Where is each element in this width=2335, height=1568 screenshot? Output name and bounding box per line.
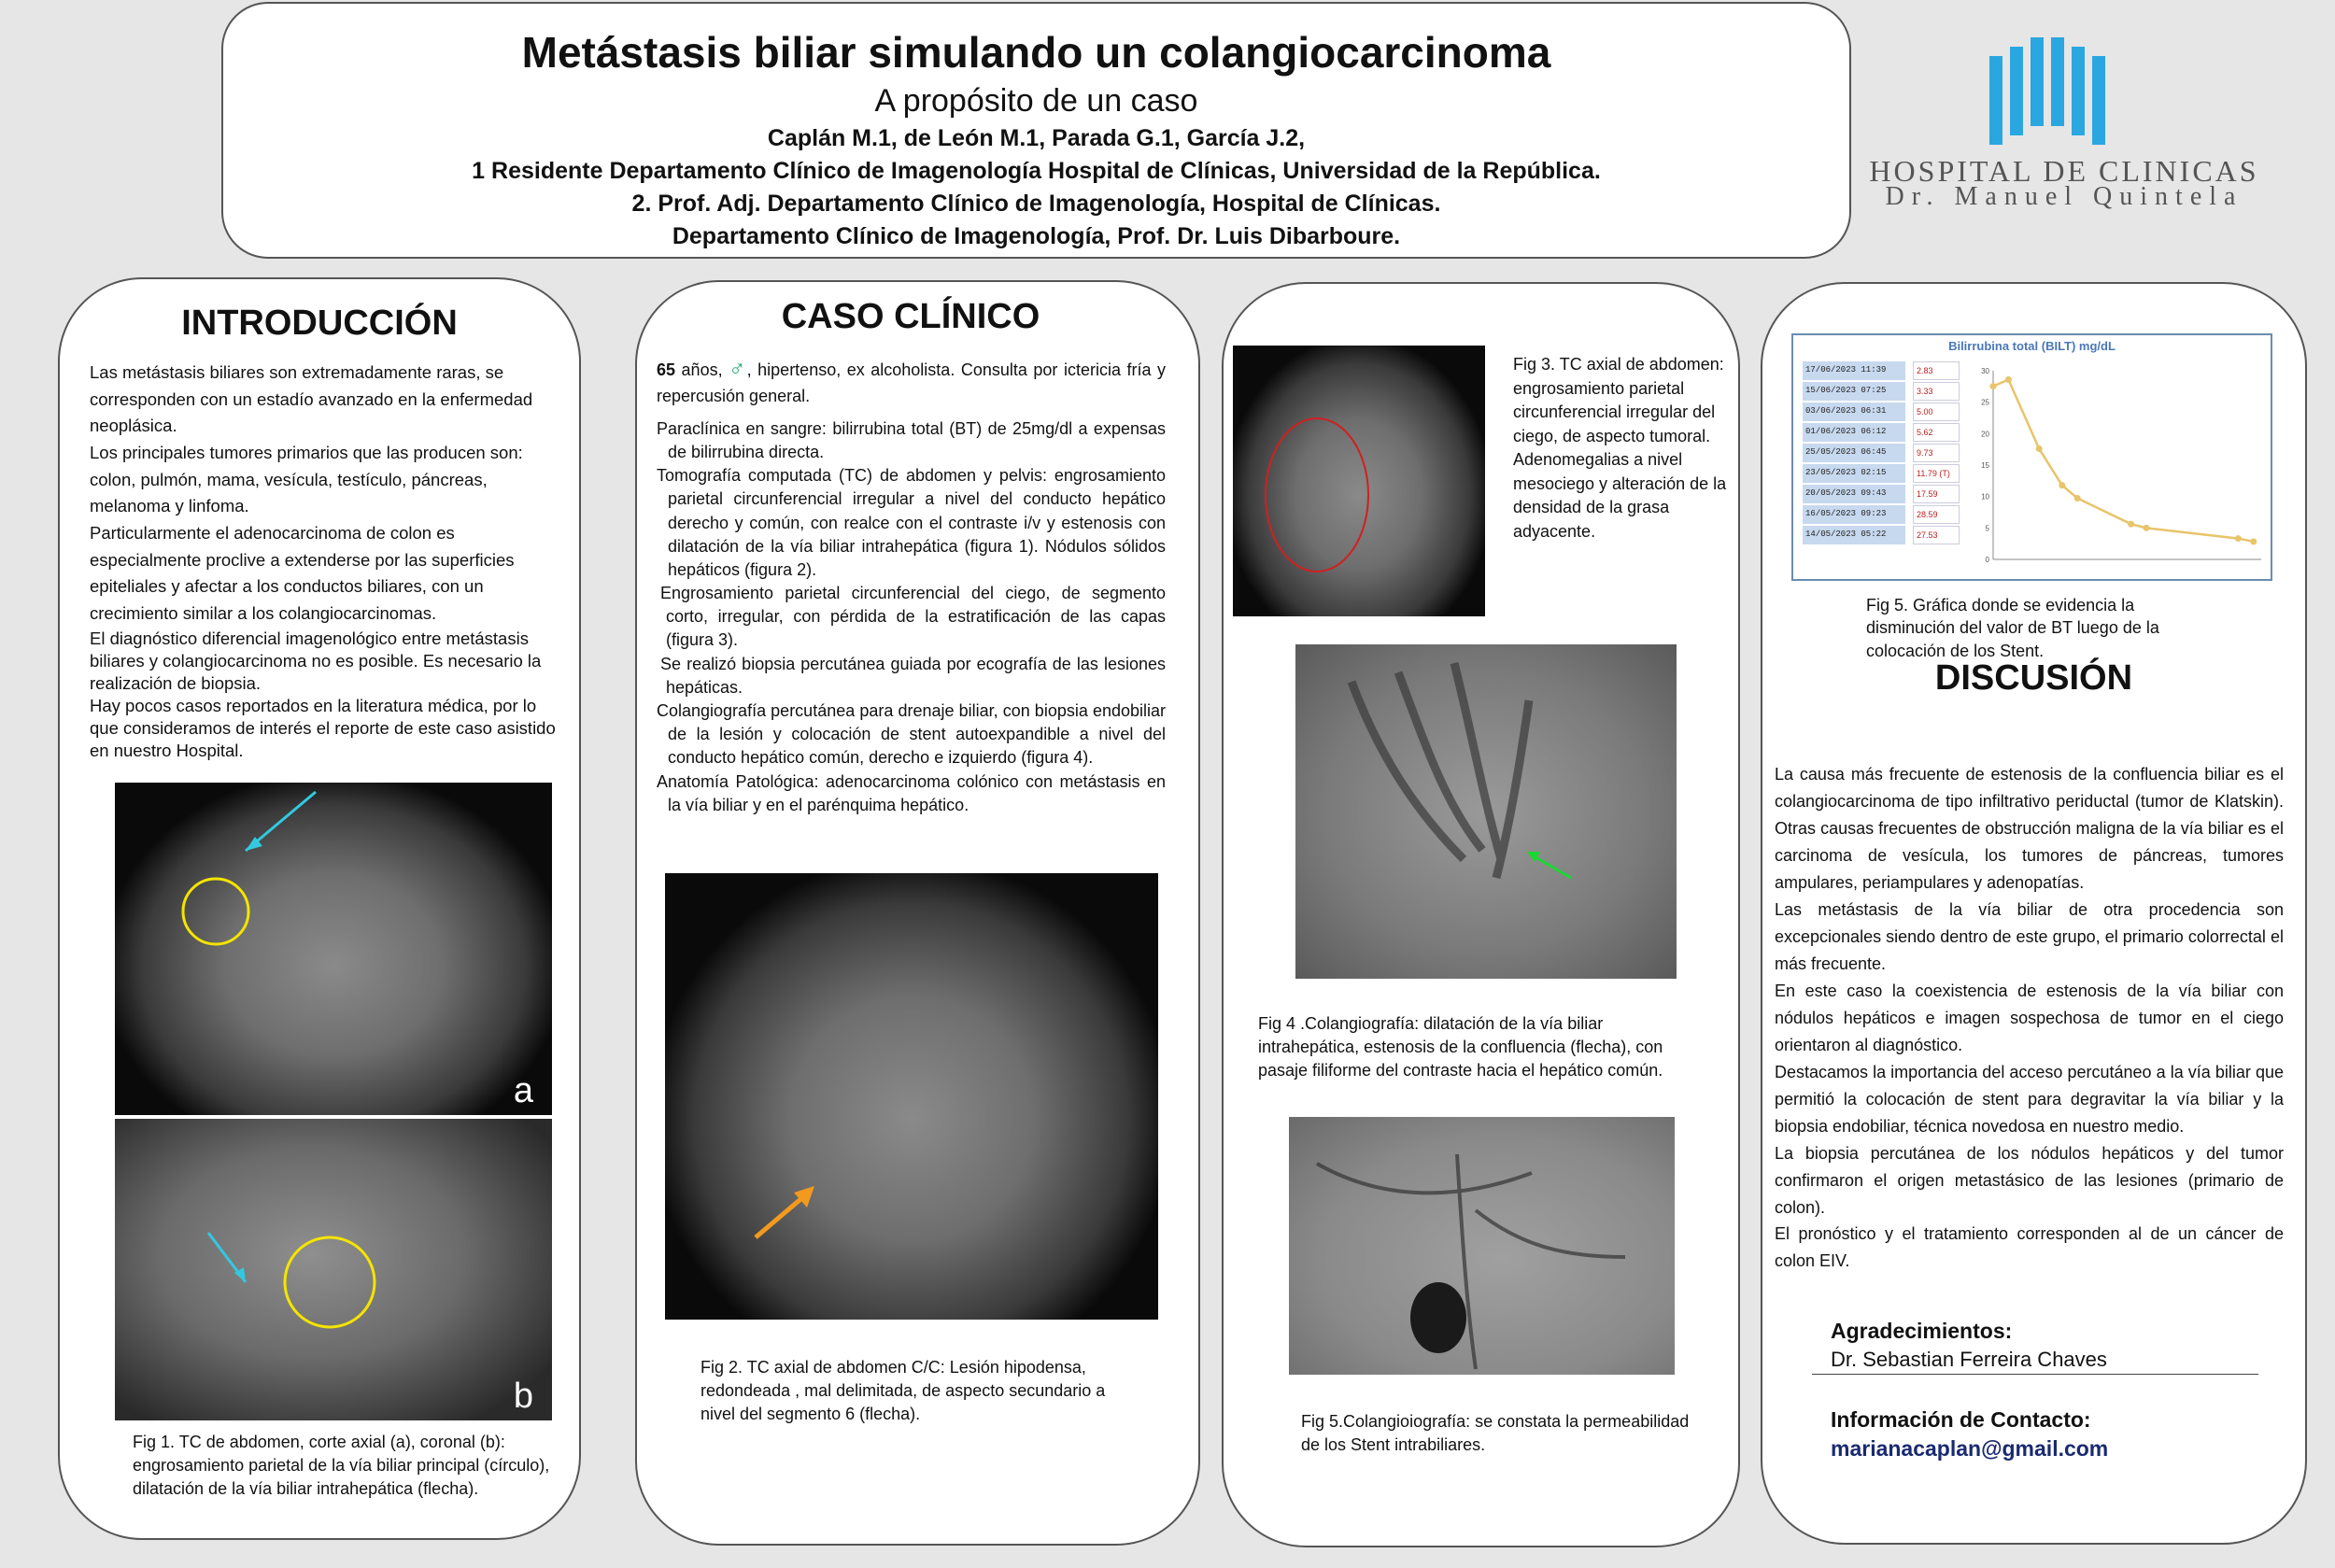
logo-bars-icon bbox=[1989, 37, 2120, 126]
bilirubin-table bbox=[1803, 361, 1960, 546]
intro-p3: Particularmente el adenocarcinoma de colon es especialmente proclive a extenderse por las superficies epiteliales y afectar a los conductos biliares, con un crecimiento similar a los colangiocarcinomas. bbox=[90, 523, 515, 624]
bilirubin-value: 11.79 (T) bbox=[1913, 464, 1960, 483]
case-intro bbox=[657, 353, 1166, 408]
fig3-ct-image bbox=[1233, 346, 1485, 616]
y-tick-label: 0 bbox=[1985, 556, 1989, 564]
bilirubin-date: 15/06/2023 07:25 bbox=[1803, 382, 1905, 401]
fig3-caption: Fig 3. TC axial de abdomen: engrosamiento parietal circunferencial irregular del ciego, de aspecto tumoral. Adenomegalias a nivel mesociego y alteración de la densidad de la grasa adyacente. bbox=[1513, 355, 1727, 541]
case-p1: Paraclínica en sangre: bilirrubina total (BT) de 25mg/dl a expensas de bilirrubina directa. bbox=[657, 418, 1166, 461]
bilirubin-table-row bbox=[1803, 505, 1960, 524]
logo-line-2: Dr. Manuel Quintela bbox=[1885, 182, 2243, 211]
bilirubin-table-row bbox=[1803, 361, 1960, 380]
case-intro-rest: años, bbox=[675, 360, 729, 379]
bilirubin-value: 27.53 bbox=[1913, 526, 1960, 544]
fig1b-annotations bbox=[115, 1119, 552, 1420]
y-tick-label: 30 bbox=[1981, 367, 1989, 375]
discussion-p6: El pronóstico y el tratamiento corresponden al de un cáncer de colon EIV. bbox=[1775, 1224, 2284, 1271]
contact-title: Información de Contacto: bbox=[1831, 1407, 2091, 1432]
bilirubin-table-row bbox=[1803, 526, 1960, 544]
fig5b-cholangiography-image bbox=[1289, 1117, 1675, 1375]
y-tick-label: 25 bbox=[1981, 398, 1989, 407]
bilirubin-data-point bbox=[2144, 525, 2150, 531]
bilirubin-date: 23/05/2023 02:15 bbox=[1803, 464, 1905, 483]
header-panel bbox=[221, 2, 1851, 259]
fig3-annotations bbox=[1233, 346, 1485, 616]
case-p3: Engrosamiento parietal circunferencial del ciego, de segmento corto, irregular, con pérdida de la estratificación de las capas (figura 3). bbox=[660, 584, 1166, 650]
intro-p4: El diagnóstico diferencial imagenológico entre metástasis biliares y colangiocarcinoma no es posible. Es necesario la realización de biopsia. bbox=[90, 628, 542, 693]
hospital-logo bbox=[1868, 33, 2260, 219]
bilirubin-value: 17.59 bbox=[1913, 485, 1960, 503]
bilirubin-date: 03/06/2023 06:31 bbox=[1803, 403, 1905, 421]
discussion-p4: Destacamos la importancia del acceso percutáneo a la vía biliar que permitió la colocación de stent para degravitar la vía biliar y la biopsia endobiliar, técnica novedosa en nuestro medio. bbox=[1775, 1062, 2284, 1136]
bilirubin-data-point bbox=[2005, 376, 2012, 383]
fig1-caption: Fig 1. TC de abdomen, corte axial (a), coronal (b): engrosamiento parietal de la vía biliar principal (círculo), dilatación de la vía biliar intrahepática (flecha). bbox=[133, 1433, 550, 1499]
discussion-p5: La biopsia percutánea de los nódulos hepáticos y del tumor confirmaron el origen metastásico de las lesiones (primario de colon). bbox=[1775, 1143, 2284, 1217]
bilirubin-data-point bbox=[2128, 521, 2134, 528]
fig1a-label: a bbox=[513, 1071, 533, 1110]
bilirubin-table-row bbox=[1803, 423, 1960, 442]
discussion-p1: La causa más frecuente de estenosis de la confluencia biliar es el colangiocarcinoma de tipo infiltrativo periductal (tumor de Klatskin). Otras causas frecuentes de obstrucción maligna de la vía biliar es el carcinoma de vesícula, los tumores de páncreas, tumores ampulares, periampulares y adenopatías. bbox=[1775, 765, 2284, 892]
bilirubin-table-row bbox=[1803, 485, 1960, 503]
poster-subtitle: A propósito de un caso bbox=[874, 83, 1198, 119]
intro-p1: Las metástasis biliares son extremadamente raras, se corresponden con un estadío avanzado en la enfermedad neoplásica. bbox=[90, 362, 533, 436]
fig4-caption: Fig 4 .Colangiografía: dilatación de la vía biliar intrahepática, estenosis de la confluencia (flecha), con pasaje filiforme del contraste hacia el hepático común. bbox=[1258, 1014, 1663, 1081]
fig5b-annotations bbox=[1289, 1117, 1675, 1375]
bilirubin-date: 17/06/2023 11:39 bbox=[1803, 361, 1905, 380]
fig1a-ct-image bbox=[115, 783, 552, 1115]
fig5b-caption: Fig 5.Colangioiografía: se constata la permeabilidad de los Stent intrabiliares. bbox=[1301, 1412, 1690, 1455]
logo-line-1: HOSPITAL DE CLINICAS bbox=[1869, 154, 2259, 188]
discussion-p3: En este caso la coexistencia de estenosis de la vía biliar con nódulos hepáticos e imagen sospechosa de tumor en el ciego orientaron al diagnóstico. bbox=[1775, 981, 2284, 1054]
fig1a-annotations bbox=[115, 783, 552, 1115]
contact-email[interactable]: marianacaplan@gmail.com bbox=[1831, 1436, 2109, 1461]
acknowledgements-title: Agradecimientos: bbox=[1831, 1319, 2013, 1343]
bilirubin-value: 2.83 bbox=[1913, 361, 1960, 380]
affiliation-1: 1 Residente Departamento Clínico de Imagenología Hospital de Clínicas, Universidad de la República. bbox=[472, 158, 1601, 184]
case-p6: Anatomía Patológica: adenocarcinoma colónico con metástasis en la vía biliar y en el parénquima hepático. bbox=[657, 771, 1166, 814]
male-icon: ♂ bbox=[729, 356, 747, 381]
bilirubin-table-row bbox=[1803, 403, 1960, 421]
intro-title: INTRODUCCIÓN bbox=[181, 304, 458, 343]
fig2-annotations bbox=[665, 873, 1158, 1320]
bilirubin-value: 9.73 bbox=[1913, 444, 1960, 462]
bilirubin-data-point bbox=[2059, 482, 2065, 488]
discussion-text bbox=[1775, 761, 2284, 1275]
bilirubin-table-row bbox=[1803, 382, 1960, 401]
bilirubin-line-plot bbox=[1973, 361, 2267, 578]
bilirubin-chart bbox=[1791, 333, 2272, 581]
fig2-ct-image bbox=[665, 873, 1158, 1320]
intro-p2: Los principales tumores primarios que las producen son: colon, pulmón, mama, vesícula, testículo, páncreas, melanoma y linfoma. bbox=[90, 443, 523, 516]
bilirubin-series-line bbox=[1993, 379, 2254, 541]
bilirubin-data-point bbox=[1990, 383, 1997, 389]
fig5-caption: Fig 5. Gráfica donde se evidencia la disminución del valor de BT luego de la colocación de los Stent. bbox=[1866, 596, 2159, 660]
fig1b-ct-image bbox=[115, 1119, 552, 1420]
bilirubin-value: 3.33 bbox=[1913, 382, 1960, 401]
affiliation-2: 2. Prof. Adj. Departamento Clínico de Imagenología, Hospital de Clínicas. bbox=[631, 191, 1441, 217]
bilirubin-date: 16/05/2023 09:23 bbox=[1803, 505, 1905, 524]
case-p4: Se realizó biopsia percutánea guiada por ecografía de las lesiones hepáticas. bbox=[660, 654, 1166, 697]
bilirubin-data-point bbox=[2250, 538, 2257, 544]
fig1b-label: b bbox=[513, 1377, 533, 1416]
bilirubin-date: 20/05/2023 09:43 bbox=[1803, 485, 1905, 503]
fig2-caption: Fig 2. TC axial de abdomen C/C: Lesión hipodensa, redondeada , mal delimitada, de aspecto secundario a nivel del segmento 6 (flecha). bbox=[700, 1358, 1106, 1424]
case-text bbox=[657, 353, 1166, 817]
bilirubin-table-row bbox=[1803, 444, 1960, 462]
poster-title: Metástasis biliar simulando un colangiocarcinoma bbox=[521, 28, 1551, 77]
y-tick-label: 20 bbox=[1981, 430, 1989, 439]
case-title: CASO CLÍNICO bbox=[781, 297, 1040, 336]
authors: Caplán M.1, de León M.1, Parada G.1, García J.2, bbox=[767, 125, 1306, 151]
affiliation-3: Departamento Clínico de Imagenología, Prof. Dr. Luis Dibarboure. bbox=[672, 223, 1401, 249]
y-tick-label: 5 bbox=[1985, 524, 1989, 533]
case-p2: Tomografía computada (TC) de abdomen y pelvis: engrosamiento parietal circunferencial irregular a nivel del conducto hepático derecho y común, con realce con el contraste i/v y estenosis con dilatación de la vía biliar intrahepática (figura 1). Nódulos sólidos hepáticos (figura 2). bbox=[657, 466, 1166, 579]
case-intro-tail: , hipertenso, ex alcoholista. Consulta por ictericia fría y repercusión general. bbox=[657, 360, 1166, 405]
y-tick-label: 15 bbox=[1981, 461, 1989, 470]
fig4-cholangiography-image bbox=[1295, 644, 1677, 979]
discussion-p2: Las metástasis de la vía biliar de otra procedencia son excepcionales siendo dentro de este grupo, el primario colorrectal el más frecuente. bbox=[1775, 899, 2284, 973]
discussion-title: DISCUSIÓN bbox=[1934, 658, 2133, 698]
fig4-annotations bbox=[1295, 644, 1677, 979]
patient-age: 65 bbox=[657, 360, 676, 379]
y-tick-label: 10 bbox=[1981, 492, 1989, 501]
bilirubin-data-point bbox=[2036, 445, 2043, 452]
bilirubin-data-point bbox=[2074, 495, 2081, 501]
acknowledgements-name: Dr. Sebastian Ferreira Chaves bbox=[1812, 1348, 2258, 1375]
bilirubin-value: 28.59 bbox=[1913, 505, 1960, 524]
bilirubin-value: 5.00 bbox=[1913, 403, 1960, 421]
chart-title: Bilirrubina total (BILT) mg/dL bbox=[1948, 339, 2116, 353]
bilirubin-value: 5.62 bbox=[1913, 423, 1960, 442]
bilirubin-date: 01/06/2023 06:12 bbox=[1803, 423, 1905, 442]
intro-p5: Hay pocos casos reportados en la literatura médica, por lo que consideramos de interés el reporte de este caso asistido en nuestro Hospital. bbox=[90, 695, 556, 760]
case-p5: Colangiografía percutánea para drenaje biliar, con biopsia endobiliar de la lesión y colocación de stent autoexpandible a nivel del conducto hepático común, derecho e izquierdo (figura 4). bbox=[657, 701, 1166, 768]
bilirubin-table-row bbox=[1803, 464, 1960, 483]
bilirubin-data-point bbox=[2235, 535, 2242, 542]
bilirubin-date: 25/05/2023 06:45 bbox=[1803, 444, 1905, 462]
bilirubin-date: 14/05/2023 05:22 bbox=[1803, 526, 1905, 544]
intro-text bbox=[90, 360, 561, 762]
